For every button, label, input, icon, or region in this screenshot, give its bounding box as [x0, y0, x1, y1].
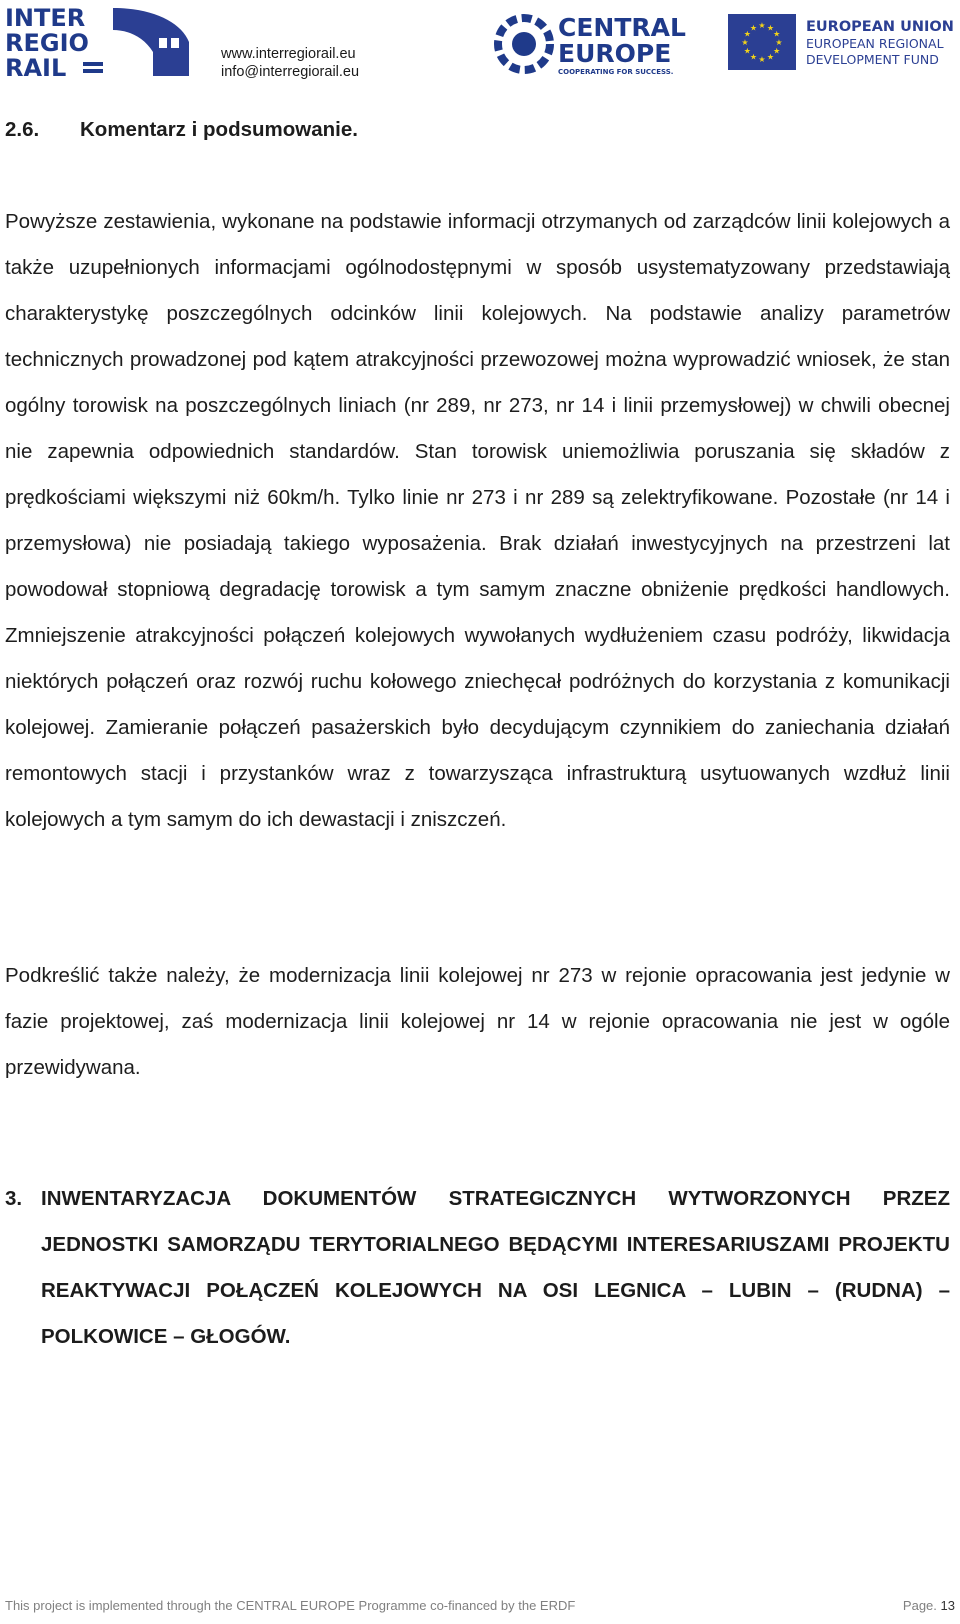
eu-star-icon: ★ [743, 29, 751, 39]
contact-info [221, 45, 359, 81]
central-europe-logo [494, 8, 704, 78]
body-paragraph-1: Powyższe zestawienia, wykonane na podstawie informacji otrzymanych od zarządców linii kolejowych a także uzupełnionych informacjami ogólnodostępnymi w sposób usystematyzowany przedstawiają charakterystykę poszczególnych odcinków linii kolejowych. Na podstawie analizy parametrów technicznych prowadzonej pod kątem atrakcyjności przewozowej można wyprowadzić wniosek, że stan ogólny torowisk na poszczególnych liniach (nr 289, nr 273, nr 14 i linii przemysłowej) w chwili obecnej nie zapewnia odpowiednich standardów. Stan torowisk uniemożliwia poruszania się składów z prędkościami większymi niż 60km/h. Tylko linie nr 273 i nr 289 są zelektryfikowane. Pozostałe (nr 14 i przemysłowa) nie posiadają takiego wyposażenia. Brak działań inwestycyjnych na przestrzeni lat powodował stopniową degradację torowisk a tym samym znaczne obniżenie prędkości handlowych. Zmniejszenie atrakcyjności połączeń kolejowych wywołanych wydłużeniem czasu podróży, likwidacja niektórych połączeń oraz rozwój ruchu kołowego zniechęcał podróżnych do korzystania z komunikacji kolejowej. Zamieranie połączeń pasażerskich było decydującym czynnikiem do zaniechania działań remontowych stacji i przystanków wraz z towarzysząca infrastrukturą usytuowanych wzdłuż linii kolejowych a tym samym do ich dewastacji i zniszczeń. [5, 210, 950, 831]
eu-star-icon: ★ [766, 52, 775, 62]
email-link[interactable]: info@interregiorail.eu [221, 64, 360, 80]
eu-line-3: DEVELOPMENT FUND [806, 52, 939, 67]
footer-note: This project is implemented through the CENTRAL EUROPE Programme co-financed by the ERDF [5, 1598, 576, 1613]
eu-star-icon: ★ [758, 55, 766, 64]
central-europe-line-2: EUROPE [558, 39, 672, 68]
logo-text-line-1: INTER [5, 4, 86, 32]
central-europe-tagline: COOPERATING FOR SUCCESS. [558, 68, 674, 76]
section-heading [5, 118, 950, 142]
eu-star-icon: ★ [775, 38, 783, 47]
eu-star-icon: ★ [743, 46, 751, 56]
eu-star-icon: ★ [749, 52, 758, 62]
eu-star-icon: ★ [758, 21, 766, 30]
eu-star-icon: ★ [773, 29, 781, 39]
eu-star-icon: ★ [749, 23, 758, 33]
chapter-number: 3. [5, 1187, 23, 1210]
chapter-title: INWENTARYZACJA DOKUMENTÓW STRATEGICZNYCH WYTWORZONYCH PRZEZ JEDNOSTKI SAMORZĄDU TERYTORIALNEGO BĘDĄCYMI INTERESARIUSZAMI PROJEKTU REAKTYWACJI POŁĄCZEŃ KOLEJOWYCH NA OSI LEGNICA – LUBIN – (RUDNA) – POLKOWICE – GŁOGÓW. [41, 1187, 950, 1348]
eu-star-icon: ★ [766, 23, 775, 33]
logo-text-line-2: REGIO [5, 29, 89, 57]
interregio-rail-logo [3, 2, 195, 80]
central-europe-line-1: CENTRAL [558, 13, 686, 42]
body-paragraph-2: Podkreślić także należy, że modernizacja linii kolejowej nr 273 w rejonie opracowania jest jedynie w fazie projektowej, zaś modernizacja linii kolejowej nr 14 w rejonie opracowania nie jest w ogóle przewidywana. [5, 964, 950, 1079]
logo-text-line-3: RAIL [5, 54, 67, 80]
eu-star-icon: ★ [773, 46, 781, 56]
eu-line-2: EUROPEAN REGIONAL [806, 36, 944, 51]
eu-flag-logo [728, 12, 958, 72]
website-link[interactable]: www.interregiorail.eu [221, 46, 356, 62]
section-number: 2.6. [5, 118, 40, 141]
chapter-heading [5, 1176, 950, 1360]
page-footer [5, 1598, 955, 1620]
page-number-area [903, 1598, 955, 1613]
page-label: Page. [902, 1598, 937, 1613]
page-header [0, 0, 960, 90]
section-title: Komentarz i podsumowanie. [80, 118, 358, 141]
page-number: 13 [940, 1598, 955, 1613]
eu-star-icon: ★ [741, 38, 749, 47]
eu-line-1: EUROPEAN UNION [806, 19, 954, 35]
